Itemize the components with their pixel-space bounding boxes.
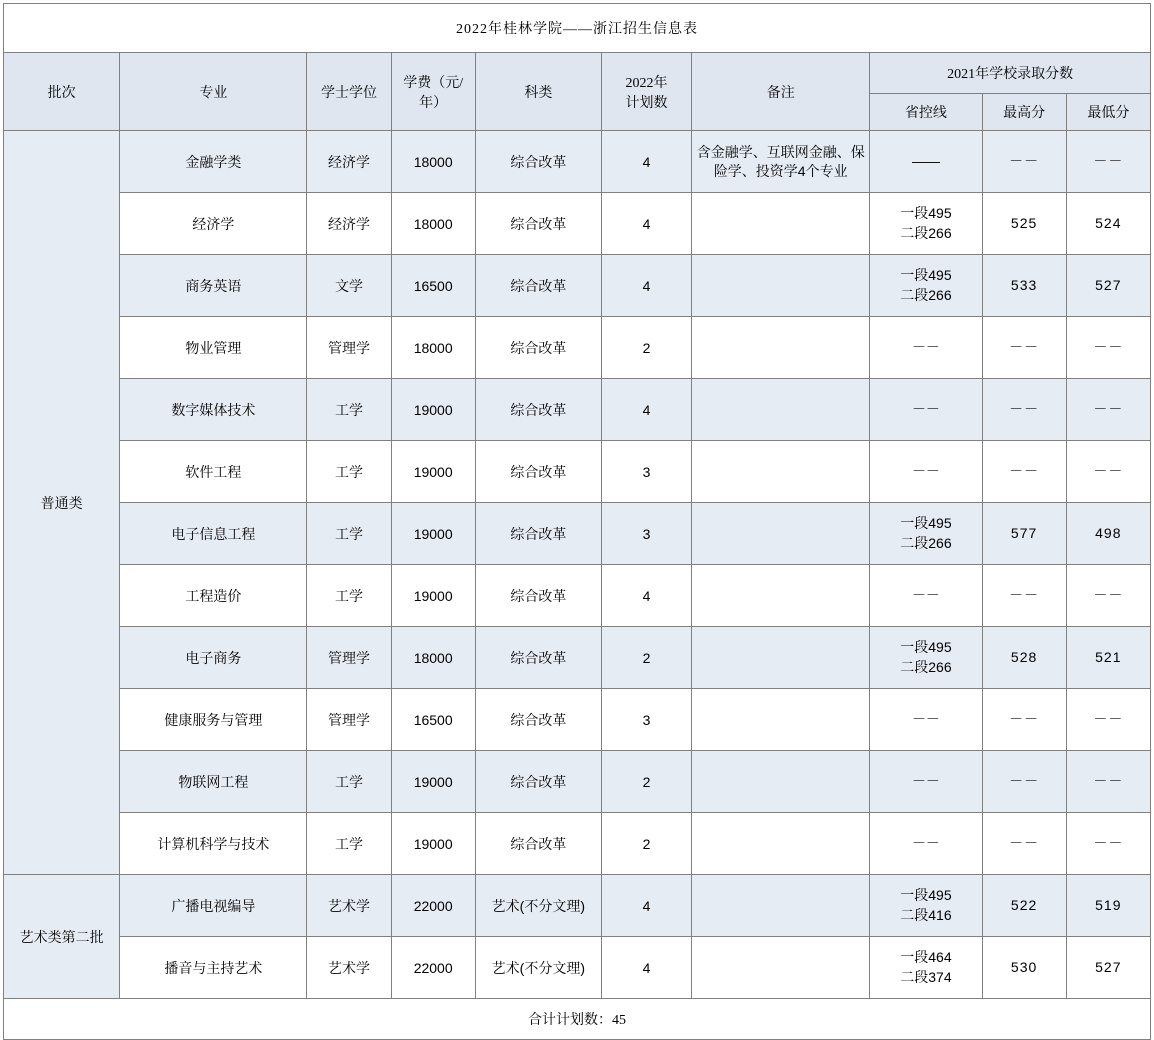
- major-cell: 商务英语: [120, 255, 307, 317]
- highest-score-cell: －－: [982, 379, 1066, 441]
- tuition-cell: 16500: [391, 255, 475, 317]
- table-row: [4, 441, 1151, 503]
- lowest-score-cell: －－: [1066, 131, 1150, 193]
- remark-cell: [692, 751, 870, 813]
- plan-cell: 3: [601, 503, 691, 565]
- tuition-cell: 18000: [391, 317, 475, 379]
- plan-cell: 4: [601, 937, 691, 999]
- degree-cell: 工学: [307, 751, 391, 813]
- highest-score-cell: －－: [982, 317, 1066, 379]
- header-scores-group: 2021年学校录取分数: [870, 53, 1151, 94]
- tuition-cell: 19000: [391, 441, 475, 503]
- lowest-score-cell: －－: [1066, 813, 1150, 875]
- highest-score-cell: 530: [982, 937, 1066, 999]
- lowest-score-cell: －－: [1066, 565, 1150, 627]
- subject-cell: 综合改革: [475, 255, 601, 317]
- degree-cell: 工学: [307, 379, 391, 441]
- highest-score-cell: 528: [982, 627, 1066, 689]
- table-row: [4, 131, 1151, 193]
- province-line-cell: 一段495 二段416: [870, 875, 982, 937]
- major-cell: 广播电视编导: [120, 875, 307, 937]
- total-row: [4, 999, 1151, 1040]
- header-province-line: 省控线: [870, 94, 982, 131]
- province-line-cell: －－: [870, 751, 982, 813]
- province-line-cell: －－: [870, 317, 982, 379]
- province-line-cell: －－: [870, 813, 982, 875]
- header-batch: 批次: [4, 53, 120, 131]
- subject-cell: 综合改革: [475, 317, 601, 379]
- province-line-cell: 一段464 二段374: [870, 937, 982, 999]
- degree-cell: 经济学: [307, 131, 391, 193]
- plan-cell: 2: [601, 751, 691, 813]
- lowest-score-cell: 524: [1066, 193, 1150, 255]
- highest-score-cell: －－: [982, 565, 1066, 627]
- tuition-cell: 19000: [391, 813, 475, 875]
- subject-cell: 综合改革: [475, 565, 601, 627]
- major-cell: 物业管理: [120, 317, 307, 379]
- subject-cell: 综合改革: [475, 193, 601, 255]
- header-subject: 科类: [475, 53, 601, 131]
- subject-cell: 综合改革: [475, 689, 601, 751]
- highest-score-cell: －－: [982, 689, 1066, 751]
- subject-cell: 综合改革: [475, 131, 601, 193]
- lowest-score-cell: －－: [1066, 441, 1150, 503]
- major-cell: 金融学类: [120, 131, 307, 193]
- highest-score-cell: 577: [982, 503, 1066, 565]
- plan-cell: 4: [601, 131, 691, 193]
- province-line-cell: 一段495 二段266: [870, 193, 982, 255]
- degree-cell: 艺术学: [307, 937, 391, 999]
- lowest-score-cell: －－: [1066, 751, 1150, 813]
- header-highest: 最高分: [982, 94, 1066, 131]
- highest-score-cell: 522: [982, 875, 1066, 937]
- table-row: [4, 565, 1151, 627]
- highest-score-cell: －－: [982, 441, 1066, 503]
- subject-cell: 综合改革: [475, 503, 601, 565]
- subject-cell: 综合改革: [475, 751, 601, 813]
- province-line-cell: 一段495 二段266: [870, 503, 982, 565]
- remark-cell: [692, 689, 870, 751]
- lowest-score-cell: 527: [1066, 255, 1150, 317]
- remark-cell: [692, 813, 870, 875]
- province-line-cell: ——: [870, 131, 982, 193]
- remark-cell: [692, 441, 870, 503]
- table-row: [4, 193, 1151, 255]
- major-cell: 数字媒体技术: [120, 379, 307, 441]
- subject-cell: 综合改革: [475, 627, 601, 689]
- plan-cell: 2: [601, 317, 691, 379]
- remark-cell: [692, 255, 870, 317]
- table-row: [4, 627, 1151, 689]
- lowest-score-cell: 527: [1066, 937, 1150, 999]
- plan-cell: 4: [601, 875, 691, 937]
- major-cell: 物联网工程: [120, 751, 307, 813]
- header-tuition-line2: 年）: [419, 95, 448, 111]
- subject-cell: 艺术(不分文理): [475, 937, 601, 999]
- degree-cell: 艺术学: [307, 875, 391, 937]
- remark-cell: [692, 503, 870, 565]
- tuition-cell: 19000: [391, 751, 475, 813]
- major-cell: 经济学: [120, 193, 307, 255]
- major-cell: 计算机科学与技术: [120, 813, 307, 875]
- title-row: [4, 4, 1151, 53]
- degree-cell: 经济学: [307, 193, 391, 255]
- plan-cell: 4: [601, 379, 691, 441]
- lowest-score-cell: －－: [1066, 379, 1150, 441]
- degree-cell: 工学: [307, 503, 391, 565]
- highest-score-cell: －－: [982, 813, 1066, 875]
- header-tuition-line1: 学费（元/: [403, 75, 464, 91]
- subject-cell: 综合改革: [475, 441, 601, 503]
- table-row: [4, 937, 1151, 999]
- table-row: [4, 503, 1151, 565]
- tuition-cell: 19000: [391, 503, 475, 565]
- remark-cell: [692, 193, 870, 255]
- plan-cell: 3: [601, 441, 691, 503]
- tuition-cell: 19000: [391, 379, 475, 441]
- document-page: [0, 3, 1154, 1028]
- batch-cell: 普通类: [4, 131, 120, 875]
- highest-score-cell: －－: [982, 131, 1066, 193]
- highest-score-cell: 533: [982, 255, 1066, 317]
- plan-cell: 3: [601, 689, 691, 751]
- highest-score-cell: －－: [982, 751, 1066, 813]
- degree-cell: 管理学: [307, 627, 391, 689]
- major-cell: 健康服务与管理: [120, 689, 307, 751]
- table-row: [4, 255, 1151, 317]
- table-row: [4, 689, 1151, 751]
- table-row: [4, 875, 1151, 937]
- lowest-score-cell: －－: [1066, 317, 1150, 379]
- degree-cell: 文学: [307, 255, 391, 317]
- subject-cell: 艺术(不分文理): [475, 875, 601, 937]
- province-line-cell: 一段495 二段266: [870, 255, 982, 317]
- table-body: [4, 4, 1151, 131]
- remark-cell: [692, 937, 870, 999]
- header-plan-line1: 2022年: [625, 75, 668, 91]
- header-degree: 学士学位: [307, 53, 391, 131]
- header-remark: 备注: [692, 53, 870, 131]
- plan-cell: 4: [601, 193, 691, 255]
- tuition-cell: 22000: [391, 875, 475, 937]
- degree-cell: 管理学: [307, 317, 391, 379]
- admissions-table: [3, 3, 1151, 1040]
- header-row-top: [4, 53, 1151, 94]
- header-major: 专业: [120, 53, 307, 131]
- degree-cell: 工学: [307, 813, 391, 875]
- table-row: [4, 379, 1151, 441]
- batch-cell: 艺术类第二批: [4, 875, 120, 999]
- tuition-cell: 18000: [391, 131, 475, 193]
- lowest-score-cell: 521: [1066, 627, 1150, 689]
- major-cell: 工程造价: [120, 565, 307, 627]
- total-body: [4, 999, 1151, 1040]
- major-cell: 软件工程: [120, 441, 307, 503]
- header-plan-line2: 计划数: [625, 95, 668, 111]
- tuition-cell: 16500: [391, 689, 475, 751]
- total-plan-label: 合计计划数：45: [4, 999, 1151, 1040]
- degree-cell: 工学: [307, 565, 391, 627]
- province-line-cell: －－: [870, 379, 982, 441]
- degree-cell: 工学: [307, 441, 391, 503]
- tuition-cell: 18000: [391, 193, 475, 255]
- major-cell: 电子商务: [120, 627, 307, 689]
- plan-cell: 2: [601, 627, 691, 689]
- highest-score-cell: 525: [982, 193, 1066, 255]
- lowest-score-cell: 519: [1066, 875, 1150, 937]
- province-line-cell: －－: [870, 689, 982, 751]
- remark-cell: [692, 317, 870, 379]
- remark-cell: [692, 565, 870, 627]
- plan-cell: 4: [601, 565, 691, 627]
- data-rows: [4, 131, 1151, 999]
- province-line-cell: －－: [870, 441, 982, 503]
- table-row: [4, 813, 1151, 875]
- major-cell: 电子信息工程: [120, 503, 307, 565]
- table-row: [4, 317, 1151, 379]
- header-tuition: [391, 53, 475, 131]
- lowest-score-cell: －－: [1066, 689, 1150, 751]
- remark-cell: [692, 875, 870, 937]
- province-line-cell: －－: [870, 565, 982, 627]
- remark-cell: 含金融学、互联网金融、保险学、投资学4个专业: [692, 131, 870, 193]
- major-cell: 播音与主持艺术: [120, 937, 307, 999]
- tuition-cell: 18000: [391, 627, 475, 689]
- table-row: [4, 751, 1151, 813]
- header-plan: [601, 53, 691, 131]
- tuition-cell: 19000: [391, 565, 475, 627]
- plan-cell: 4: [601, 255, 691, 317]
- header-lowest: 最低分: [1066, 94, 1150, 131]
- degree-cell: 管理学: [307, 689, 391, 751]
- document-title: 2022年桂林学院——浙江招生信息表: [4, 4, 1151, 53]
- province-line-cell: 一段495 二段266: [870, 627, 982, 689]
- remark-cell: [692, 627, 870, 689]
- plan-cell: 2: [601, 813, 691, 875]
- subject-cell: 综合改革: [475, 813, 601, 875]
- lowest-score-cell: 498: [1066, 503, 1150, 565]
- remark-cell: [692, 379, 870, 441]
- subject-cell: 综合改革: [475, 379, 601, 441]
- tuition-cell: 22000: [391, 937, 475, 999]
